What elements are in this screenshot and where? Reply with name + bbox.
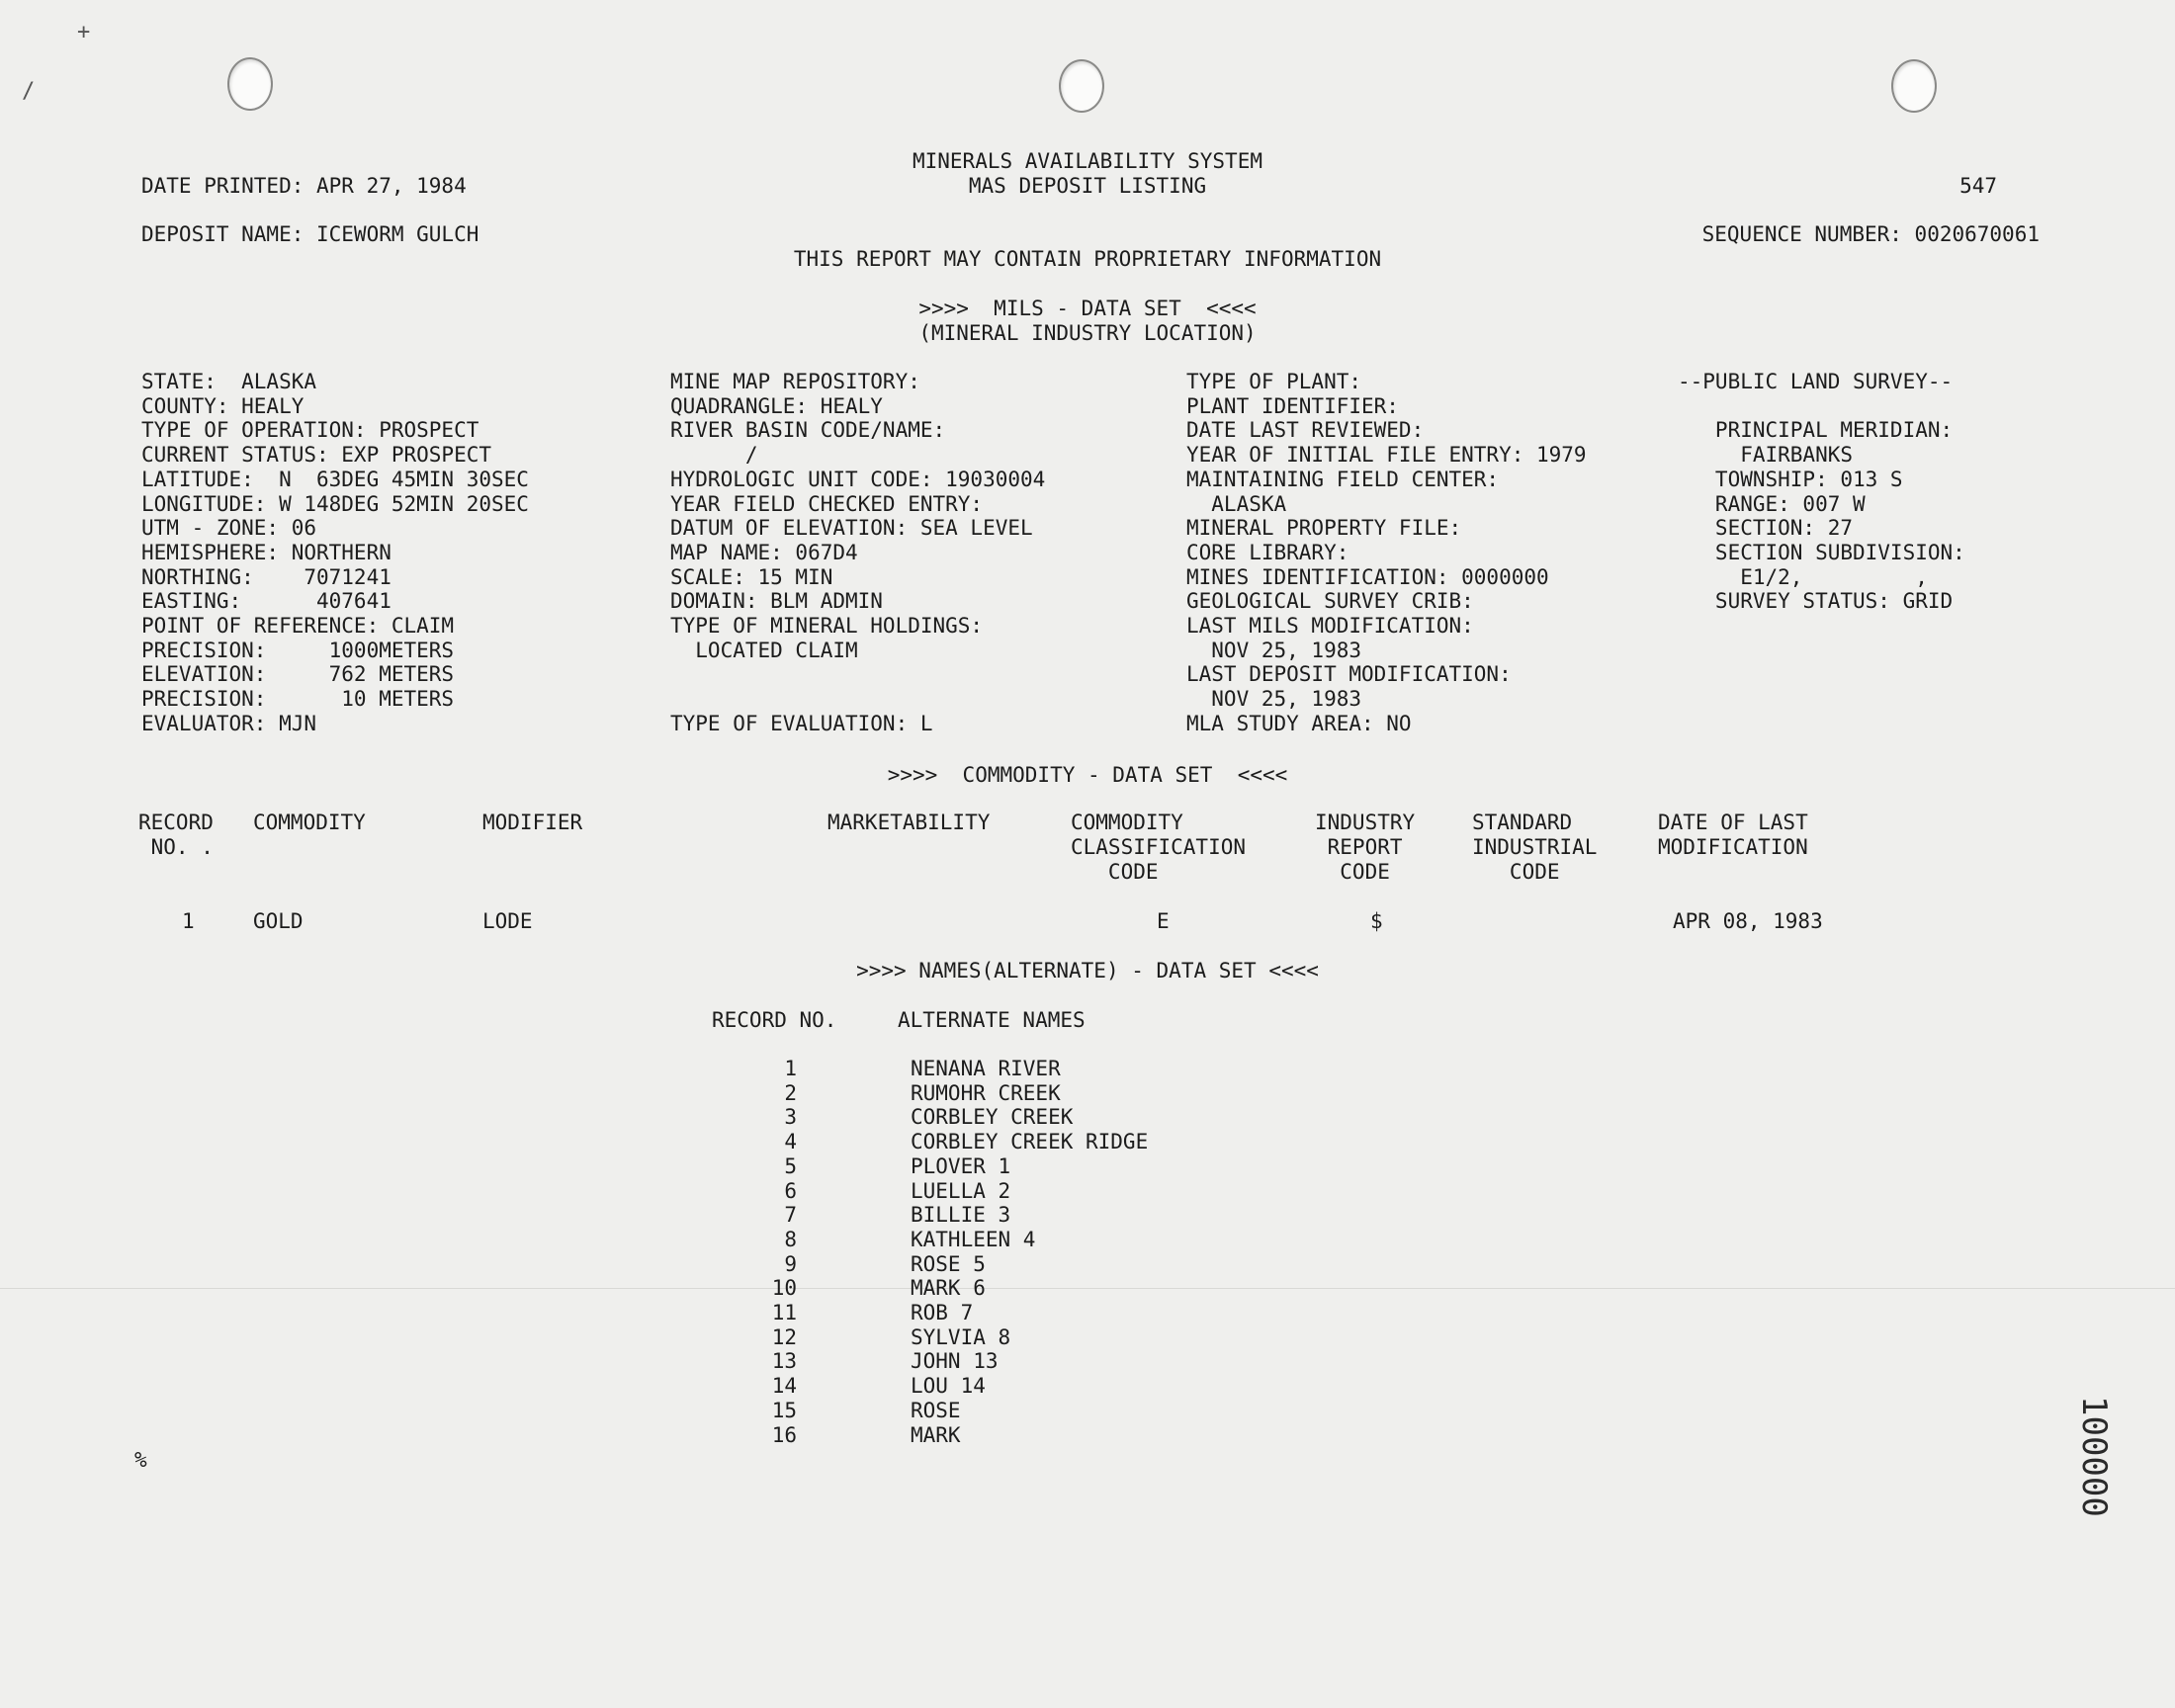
alternate-name: BILLIE 3 (911, 1203, 1011, 1228)
mils-field: NORTHING: 7071241 (141, 564, 392, 589)
mils-field: YEAR OF INITIAL FILE ENTRY: 1979 (1186, 443, 1587, 468)
commodity-row-classification: E (1157, 909, 1170, 933)
alternate-name-record-no: 10 (771, 1276, 797, 1301)
commodity-header-classification: COMMODITY CLASSIFICATION CODE (1071, 811, 1247, 884)
binder-hole (1891, 59, 1937, 113)
alternate-name: ROB 7 (911, 1301, 974, 1324)
mils-field: MLA STUDY AREA: NO (1186, 711, 1412, 735)
system-title: MINERALS AVAILABILITY SYSTEM (912, 149, 1262, 173)
alternate-name-record-no: 7 (784, 1203, 797, 1228)
sequence-number: SEQUENCE NUMBER: 0020670061 (1701, 222, 2040, 246)
alternate-name: NENANA RIVER (911, 1057, 1061, 1080)
alternate-name-record-no: 14 (771, 1374, 797, 1399)
mils-field: HYDROLOGIC UNIT CODE: 19030004 (670, 467, 1046, 491)
alternate-name: ROSE (911, 1398, 961, 1422)
alternate-name-record-no: 15 (771, 1398, 797, 1422)
mils-field: TYPE OF EVALUATION: L (670, 711, 933, 735)
alternate-name: MARK (911, 1422, 961, 1447)
mils-field: LONGITUDE: W 148DEG 52MIN 20SEC (141, 491, 529, 516)
names-header-record: RECORD NO. (712, 1008, 837, 1032)
names-header-names: ALTERNATE NAMES (898, 1008, 1086, 1032)
mils-field: MINES IDENTIFICATION: 0000000 (1186, 564, 1549, 589)
mils-field: MAINTAINING FIELD CENTER: (1186, 467, 1500, 491)
land-survey-field: SURVEY STATUS: GRID (1678, 589, 1954, 614)
mils-field: LAST MILS MODIFICATION: (1186, 614, 1474, 638)
mils-field: TYPE OF OPERATION: PROSPECT (141, 418, 479, 443)
deposit-name: DEPOSIT NAME: ICEWORM GULCH (141, 222, 479, 246)
names-title: >>>> NAMES(ALTERNATE) - DATA SET <<<< (856, 959, 1319, 982)
mils-field: POINT OF REFERENCE: CLAIM (141, 614, 455, 638)
alternate-name: RUMOHR CREEK (911, 1080, 1061, 1105)
mils-field: ALASKA (1186, 491, 1287, 516)
commodity-title: >>>> COMMODITY - DATA SET <<<< (887, 763, 1288, 787)
side-stamp-number: 100000 (2074, 1396, 2114, 1517)
alternate-name-record-no: 6 (784, 1178, 797, 1203)
mils-subtitle: (MINERAL INDUSTRY LOCATION) (918, 321, 1257, 345)
mils-field: COUNTY: HEALY (141, 393, 304, 418)
commodity-header-marketability: MARKETABILITY (827, 811, 991, 834)
binder-hole (227, 57, 273, 111)
mils-field: RIVER BASIN CODE/NAME: (670, 418, 946, 443)
mils-field: PLANT IDENTIFIER: (1186, 393, 1399, 418)
alternate-name-record-no: 9 (784, 1251, 797, 1276)
alternate-name-record-no: 11 (771, 1301, 797, 1324)
mils-field: SCALE: 15 MIN (670, 564, 833, 589)
margin-pencil-mark: + (77, 20, 91, 44)
alternate-name-record-no: 12 (771, 1324, 797, 1349)
commodity-row-date: APR 08, 1983 (1673, 909, 1823, 933)
land-survey-field: PRINCIPAL MERIDIAN: (1678, 418, 1954, 443)
commodity-row-record: 1 (182, 909, 195, 933)
percent-mark: % (134, 1448, 147, 1472)
mils-field: PRECISION: 10 METERS (141, 687, 455, 712)
mils-field: PRECISION: 1000METERS (141, 638, 455, 662)
alternate-name: ROSE 5 (911, 1251, 986, 1276)
mils-field: LOCATED CLAIM (670, 638, 858, 662)
alternate-name-record-no: 5 (784, 1153, 797, 1178)
alternate-name-record-no: 1 (784, 1057, 797, 1080)
land-survey-field: SECTION: 27 (1678, 516, 1854, 541)
mils-field: EVALUATOR: MJN (141, 711, 317, 735)
listing-title: MAS DEPOSIT LISTING (968, 174, 1207, 198)
land-survey-field: FAIRBANKS (1678, 443, 1854, 468)
alternate-name: LOU 14 (911, 1374, 986, 1399)
alternate-name: CORBLEY CREEK (911, 1105, 1074, 1130)
alternate-name-record-no: 13 (771, 1349, 797, 1374)
alternate-name: JOHN 13 (911, 1349, 999, 1374)
alternate-name: MARK 6 (911, 1276, 986, 1301)
mils-field: MINE MAP REPOSITORY: (670, 370, 920, 393)
alternate-name-record-no: 16 (771, 1422, 797, 1447)
mils-field: MINERAL PROPERTY FILE: (1186, 516, 1462, 541)
land-survey-field: TOWNSHIP: 013 S (1678, 467, 1903, 491)
alternate-name-record-no: 8 (784, 1227, 797, 1251)
mils-field: TYPE OF MINERAL HOLDINGS: (670, 614, 984, 638)
mils-field: UTM - ZONE: 06 (141, 516, 317, 541)
mils-field: DATUM OF ELEVATION: SEA LEVEL (670, 516, 1033, 541)
commodity-header-record: RECORD NO. . (138, 811, 214, 859)
margin-pencil-mark: / (22, 79, 36, 104)
proprietary-notice: THIS REPORT MAY CONTAIN PROPRIETARY INFORMATION (793, 247, 1382, 271)
alternate-name: KATHLEEN 4 (911, 1227, 1036, 1251)
commodity-row-commodity: GOLD (253, 909, 304, 933)
mils-field: CORE LIBRARY: (1186, 540, 1349, 564)
alternate-name: CORBLEY CREEK RIDGE (911, 1130, 1149, 1154)
mils-field: NOV 25, 1983 (1186, 687, 1362, 712)
mils-title: >>>> MILS - DATA SET <<<< (918, 297, 1257, 320)
commodity-header-date: DATE OF LAST MODIFICATION (1658, 811, 1808, 859)
mils-field: NOV 25, 1983 (1186, 638, 1362, 662)
mils-field: EASTING: 407641 (141, 589, 392, 614)
commodity-row-modifier: LODE (482, 909, 533, 933)
mils-field: / (670, 443, 758, 468)
alternate-name-record-no: 2 (784, 1080, 797, 1105)
mils-field: LATITUDE: N 63DEG 45MIN 30SEC (141, 467, 529, 491)
commodity-header-industry: INDUSTRY REPORT CODE (1315, 811, 1416, 884)
land-survey-field: --PUBLIC LAND SURVEY-- (1678, 370, 1954, 393)
mils-field: DOMAIN: BLM ADMIN (670, 589, 883, 614)
page-fold-line (0, 1288, 2175, 1289)
commodity-header-modifier: MODIFIER (482, 811, 583, 834)
mils-field: YEAR FIELD CHECKED ENTRY: (670, 491, 984, 516)
mils-field: LAST DEPOSIT MODIFICATION: (1186, 662, 1512, 687)
alternate-name-record-no: 3 (784, 1105, 797, 1130)
mils-field: CURRENT STATUS: EXP PROSPECT (141, 443, 492, 468)
commodity-row-industry: $ (1370, 909, 1383, 933)
alternate-name: LUELLA 2 (911, 1178, 1011, 1203)
page-number: 547 (1959, 174, 1997, 198)
binder-hole (1059, 59, 1104, 113)
mils-field: HEMISPHERE: NORTHERN (141, 540, 392, 564)
mils-field: ELEVATION: 762 METERS (141, 662, 455, 687)
alternate-name: PLOVER 1 (911, 1153, 1011, 1178)
alternate-name-record-no: 4 (784, 1130, 797, 1154)
mils-field: STATE: ALASKA (141, 370, 317, 393)
alternate-name: SYLVIA 8 (911, 1324, 1011, 1349)
land-survey-field: E1/2, , (1678, 564, 1928, 589)
land-survey-field: RANGE: 007 W (1678, 491, 1866, 516)
land-survey-field: SECTION SUBDIVISION: (1678, 540, 1965, 564)
mils-field: TYPE OF PLANT: (1186, 370, 1362, 393)
mils-field: DATE LAST REVIEWED: (1186, 418, 1425, 443)
commodity-header-standard: STANDARD INDUSTRIAL CODE (1472, 811, 1598, 884)
commodity-header-commodity: COMMODITY (253, 811, 366, 834)
mils-field: MAP NAME: 067D4 (670, 540, 858, 564)
date-printed: DATE PRINTED: APR 27, 1984 (141, 174, 467, 198)
mils-field: QUADRANGLE: HEALY (670, 393, 883, 418)
mils-field: GEOLOGICAL SURVEY CRIB: (1186, 589, 1474, 614)
